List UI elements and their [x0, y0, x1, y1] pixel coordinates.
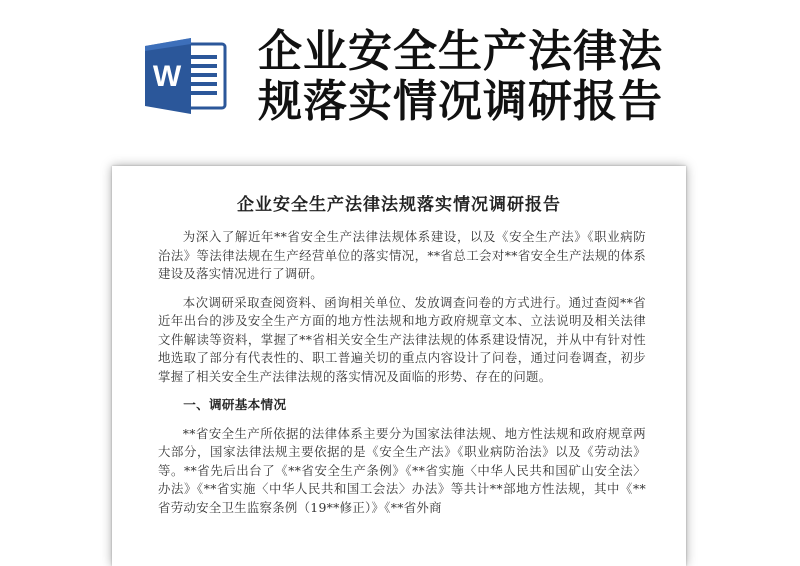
- paragraph-method: 本次调研采取查阅资料、函询相关单位、发放调查问卷的方式进行。通过查阅**省近年出台的涉及安全生产方面的地方性法规和地方政府规章文本、立法说明及相关法律文件解读等资料，掌握了**省相关安全生产法律法规的体系建设情况，并从中有针对性地选取了部分有代表性的、职工普遍关切的重点内容设计了问卷，通过问卷调查，初步掌握了相关安全生产法律法规的落实情况及面临的形势、存在的问题。: [158, 294, 646, 384]
- paragraph-intro: 为深入了解近年**省安全生产法律法规体系建设，以及《安全生产法》《职业病防治法》等法律法规在生产经营单位的落实情况，**省总工会对**省安全生产法规的体系建设及落实情况进行了调研。: [158, 229, 646, 281]
- paragraph-legal-system: **省安全生产所依据的法律体系主要分为国家法律法规、地方性法规和政府规章两大部分，国家法律法规主要依据的是《安全生产法》《职业病防治法》以及《劳动法》等。**省先后出台了《**省安全生产条例》《**省实施〈中华人民共和国矿山安全法〉办法》《**省实施〈中华人民共和国工会法〉办法》等共计**部地方性法规，其中《**省劳动安全卫生监察条例（19**修正）》《**省外商: [158, 425, 646, 515]
- banner-title-line2: 规落实情况调研报告: [258, 76, 663, 127]
- word-logo-letter: W: [152, 60, 182, 93]
- document-page-content: [112, 166, 686, 566]
- document-page: [112, 166, 686, 566]
- section-heading: 一、调研基本情况: [183, 397, 287, 412]
- banner-title: [258, 27, 698, 127]
- banner-title-line1: 企业安全生产法律法: [258, 26, 663, 77]
- microsoft-word-icon: [145, 38, 227, 114]
- document-title: 企业安全生产法律法规落实情况调研报告: [237, 195, 561, 215]
- banner: [0, 0, 800, 160]
- document-body: [158, 228, 646, 527]
